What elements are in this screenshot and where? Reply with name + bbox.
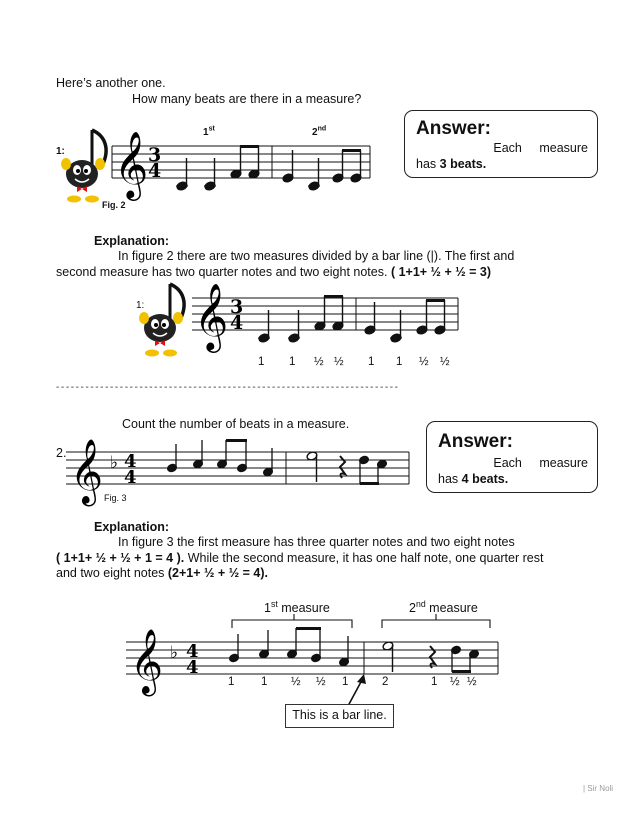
explanation-paragraph	[56, 535, 616, 582]
answer-prefix: has	[416, 157, 440, 171]
explanation-line2-text: second measure has two quarter notes and two eight notes.	[56, 264, 388, 279]
beat-count: ½	[334, 356, 344, 368]
figure-caption: Fig. 3	[104, 493, 127, 503]
svg-text:𝄞: 𝄞	[194, 282, 229, 350]
music-note-mascot-icon	[62, 124, 112, 204]
measure-label-1st-text: 1st	[203, 126, 215, 139]
explanation-line2-text: While the second measure, it has one half note, one quarter rest	[184, 550, 544, 565]
answer-title: Answer:	[416, 118, 491, 139]
question-2: Count the number of beats in a measure.	[122, 417, 350, 431]
beat-count: 1	[261, 676, 268, 688]
beat-count: ½	[419, 356, 429, 368]
answer-text-line2	[416, 156, 486, 172]
svg-text:4: 4	[186, 657, 199, 678]
svg-text:𝄞: 𝄞	[130, 629, 164, 694]
beat-count: ½	[440, 356, 450, 368]
beat-count: ½	[450, 676, 460, 688]
explanation-line3-text: and two eight notes	[56, 566, 168, 580]
bar-line-callout: This is a bar line.	[285, 704, 394, 728]
mark-label: 1:	[56, 146, 65, 157]
explanation-paragraph	[56, 249, 616, 280]
section-divider: - - - - - - - - - - - - - - - - - - - - - - - - - - - - - - - - - - - - - - - - - - - - - - - - - - - - - - - - - - - - - - - - - - - - - -	[56, 382, 398, 393]
svg-text:3: 3	[148, 144, 162, 166]
beat-count: ½	[291, 676, 301, 688]
measure-label-2nd	[312, 122, 326, 140]
explanation-formula: (2+1+ ½ + ½ = 4).	[167, 566, 268, 580]
answer-line1-text: Each measure	[493, 456, 588, 470]
mark-label-2: 1:	[136, 300, 145, 311]
svg-text:𝄞: 𝄞	[70, 439, 104, 504]
beat-count: 2	[382, 676, 389, 688]
explanation-line3	[56, 566, 616, 582]
figure-caption: Fig. 2	[102, 200, 126, 210]
svg-text:4: 4	[124, 451, 137, 472]
answer-box	[426, 421, 598, 493]
beat-count: 1	[396, 356, 403, 368]
measure-label-1st: 1st measure	[264, 599, 330, 616]
measure-label-2nd-text: 2nd	[312, 126, 327, 139]
music-staff-repeat	[192, 280, 462, 360]
svg-text:𝄞: 𝄞	[114, 130, 149, 198]
answer-bold: 3 beats.	[439, 157, 487, 171]
answer-line1-text: Each measure	[493, 141, 588, 155]
svg-text:4: 4	[186, 641, 199, 662]
beat-count: 1	[431, 676, 438, 688]
beat-count: ½	[316, 676, 326, 688]
answer-prefix: has	[438, 472, 462, 486]
explanation-line2	[56, 551, 616, 567]
svg-text:♭: ♭	[170, 643, 179, 663]
beat-count: 1	[342, 676, 349, 688]
svg-text:4: 4	[148, 160, 162, 182]
measure-label-1st	[203, 122, 215, 140]
svg-text:4: 4	[124, 467, 137, 488]
intro-text: Here’s another one.	[56, 76, 166, 90]
answer-box	[404, 110, 598, 178]
explanation-formula: ( 1+1+ ½ + ½ = 3)	[390, 264, 492, 279]
svg-text:♭: ♭	[110, 453, 119, 473]
beat-count: 1	[368, 356, 375, 368]
explanation-title: Explanation:	[94, 520, 170, 534]
beat-count: 1	[258, 356, 265, 368]
answer-text-line2	[438, 471, 508, 487]
beat-count: 1	[289, 356, 296, 368]
explanation-line1: In figure 3 the first measure has three quarter notes and two eight notes	[118, 535, 515, 549]
question-1: How many beats are there in a measure?	[132, 92, 362, 106]
svg-text:3: 3	[230, 296, 244, 318]
music-staff-figure-3	[66, 432, 411, 502]
explanation-line1: In figure 2 there are two measures divided by a bar line (|). The first and	[118, 249, 515, 263]
beat-count: ½	[314, 356, 324, 368]
explanation-formula: ( 1+1+ ½ + ½ + 1 = 4 ).	[56, 550, 185, 565]
exercise-number: 2.	[56, 446, 67, 460]
explanation-title: Explanation:	[94, 234, 170, 248]
answer-text-line1	[416, 140, 588, 156]
music-staff-figure-2	[112, 128, 372, 208]
measure-label-2nd: 2nd measure	[409, 599, 478, 616]
answer-text-line1	[438, 455, 588, 471]
footer-credit: | Sir Noli	[583, 784, 614, 793]
beat-count: ½	[467, 676, 477, 688]
music-note-mascot-icon	[140, 278, 190, 358]
answer-title: Answer:	[438, 431, 513, 452]
svg-text:4: 4	[230, 312, 244, 334]
beat-count: 1	[228, 676, 235, 688]
answer-bold: 4 beats.	[461, 472, 509, 486]
